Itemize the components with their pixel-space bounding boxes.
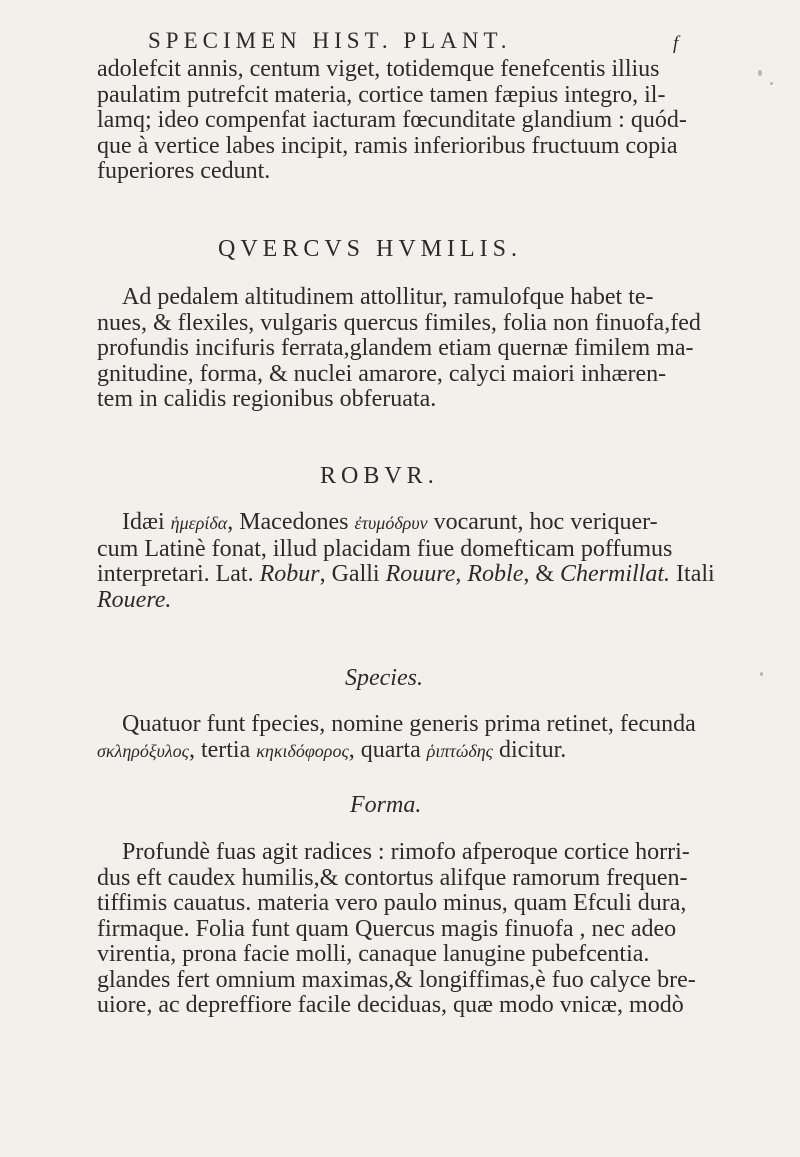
text-line: σκληρόξυλος, tertia κηκιδόφορος, quarta ῥιπτώδης dicitur. <box>97 737 567 763</box>
paper-speck <box>770 82 773 85</box>
robur-paragraph <box>97 510 737 613</box>
text-line: paulatim putrefcit materia, cortice tamen fæpius integro, il- <box>97 82 666 108</box>
text-line: tem in calidis regionibus obferuata. <box>97 387 437 412</box>
text-line: virentia, prona facie molli, canaque lanugine pubefcentia. <box>97 942 650 967</box>
text-line: fuperiores cedunt. <box>97 159 271 184</box>
text-line: gnitudine, forma, & nuclei amarore, calyci maiori inhæren- <box>97 361 667 387</box>
text-line: Ad pedalem altitudinem attollitur, ramulofque habet te- <box>122 285 654 310</box>
greek-term: κηκιδόφορος <box>256 740 349 761</box>
section-heading-forma: Forma. <box>350 792 422 818</box>
text-line: profundis incifuris ferrata,glandem etiam quernæ fimilem ma- <box>97 336 694 361</box>
text-line: Idæi ἡμερίδα, Macedones ἐτυμόδρυν vocarunt, hoc veriquer- <box>122 510 658 535</box>
text-line: glandes fert omnium maximas,& longiffimas,è fuo calyce bre- <box>97 967 696 993</box>
greek-term: σκληρόξυλος <box>97 740 189 761</box>
paper-speck <box>760 672 763 676</box>
section-heading-robur: ROBVR. <box>320 463 439 489</box>
text-line: nues, & flexiles, vulgaris quercus fimiles, folia non finuofa,fed <box>97 310 701 336</box>
greek-term: ῥιπτώδης <box>426 740 493 761</box>
text-line: lamq; ideo compenfat iacturam fœcunditate glandium : quód- <box>97 108 687 133</box>
text-line: tiffimis cauatus. materia vero paulo minus, quam Efculi dura, <box>97 891 687 916</box>
text-line: que à vertice labes incipit, ramis inferioribus fructuum copia <box>97 133 678 159</box>
text-line: Rouere. <box>97 587 172 613</box>
text-line: firmaque. Folia funt quam Quercus magis finuofa , nec adeo <box>97 916 677 942</box>
greek-term: ἐτυμόδρυν <box>354 513 428 533</box>
text-line: interpretari. Lat. Robur, Galli Rouure, Roble, & Chermillat. Itali <box>97 562 715 587</box>
text-line: dus eft caudex humilis,& contortus alifque ramorum frequen- <box>97 865 688 891</box>
species-paragraph <box>97 712 737 764</box>
running-head: SPECIMEN HIST. PLANT. <box>148 28 512 53</box>
greek-term: ἡμερίδα <box>170 513 228 533</box>
page-signature: f <box>673 33 679 54</box>
text-line: Quatuor funt fpecies, nomine generis prima retinet, fecunda <box>122 712 696 737</box>
text-line: uiore, ac depreffiore facile deciduas, quæ modo vnicæ, modò <box>97 993 684 1018</box>
section-heading-quercus-humilis: QVERCVS HVMILIS. <box>218 236 523 262</box>
paper-speck <box>758 70 762 76</box>
text-line: adolefcit annis, centum viget, totidemque fenefcentis illius <box>97 57 660 82</box>
text-line: cum Latinè fonat, illud placidam fiue domefticam poffumus <box>97 536 673 562</box>
forma-paragraph <box>97 840 737 1019</box>
text-line: Profundè fuas agit radices : rimofo afperoque cortice horri- <box>122 840 690 865</box>
continuation-paragraph <box>97 57 737 185</box>
section-heading-species: Species. <box>345 665 423 691</box>
quercus-humilis-paragraph <box>97 285 737 413</box>
